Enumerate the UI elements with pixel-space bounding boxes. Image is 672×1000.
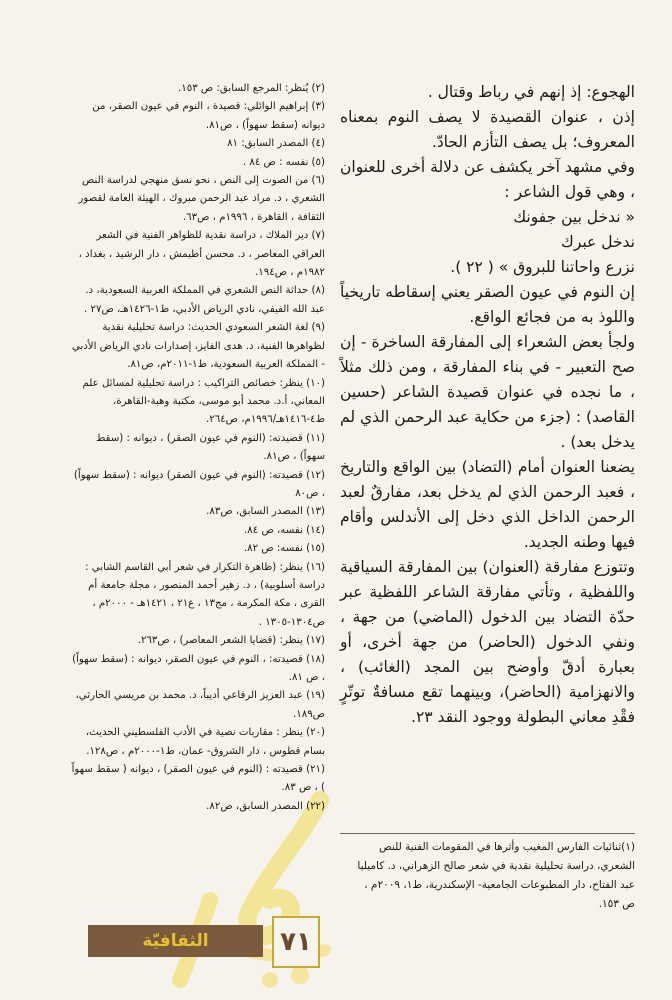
endnote: (١٨) قصيدته: ، النوم في عيون الصقر، ديوانه : (سقط سهواً) ، ص ٨١. xyxy=(72,653,325,683)
paragraph: وفي مشهد آخر يكشف عن دلالة أخرى للعنوان ، وهي قول الشاعر : xyxy=(340,158,635,201)
endnote: (٧) دير الملاك ، دراسة نقدية للظواهر الفنية في الشعر العراقي المعاصر ، د. محسن أطيمش ، دار الرشيد ، بغداد ، ١٩٨٢م ، ص١٩٤. xyxy=(78,230,325,279)
endnote: (١١) قصيدته: (النوم في عيون الصقر) ، ديوانه : (سقط سهواً) ، ص٨١. xyxy=(95,432,325,463)
endnote: (٣) إبراهيم الوائلي: قصيدة ، النوم في عيون الصقر، من ديوانه (سقط سهواً) ، ص٨١. xyxy=(92,101,325,131)
endnote: (٦) من الصوت إلى النص ، نحو نسق منهجي لدراسة النص الشعري ، د. مراد عبد الرحمن مبروك ، الهيئة العامة لقصور الثقافة ، القاهرة ، ١٩٩٦م ، ص٦٣. xyxy=(78,175,325,223)
endnote: (٤) المصدر السابق: ٨١ xyxy=(227,138,325,150)
paragraph: الهجوع: إذ إنهم في رباط وقتال . xyxy=(427,83,635,101)
endnote: (٢٢) المصدر السابق، ص٨٢. xyxy=(206,800,325,812)
endnote: (١٣) المصدر السابق، ص٨٣. xyxy=(206,506,325,518)
main-article-column xyxy=(340,80,635,730)
endnote: (١٩) عبد العزيز الرفاعي أديباً، د. محمد بن مريسي الحارثي، ص١٨٩. xyxy=(75,690,325,720)
paragraph: إن النوم في عيون الصقر يعني إسقاطه تاريخياً واللوذ به من فجائع الواقع. xyxy=(340,283,635,326)
endnote: (٢) يُنظر: المرجع السابق: ص ١٥٣. xyxy=(178,83,325,94)
page-number: ٧١ xyxy=(280,927,312,957)
endnote: (٢١) قصيدته : (النوم في عيون الصقر) ، ديوانه ( سقط سهواً ) ، ص ٨٣. xyxy=(71,764,325,794)
paragraph: ولجأ بعض الشعراء إلى المفارقة الساخرة - إن صح التعبير - في بناء المفارقة ، ومن ذلك مثلاً ، ما نجده في عنوان قصيدة الشاعر (حسين القاصد) : (جزء من حكاية عبد الرحمن الذي لم يدخل بعد) . xyxy=(340,333,635,451)
endnote: (١٦) ينظر: (ظاهرة التكرار في شعر أبي القاسم الشابي : دراسة أسلوبية) ، د. زهير أحمد المنصور ، مجلة جامعة أم القرى ، مكة المكرمة ، مج١٣ ، ع٢١ ، ١٤٢١هـ - ٢٠٠٠م ، ص١٣٠٤-١٣٠٥ . xyxy=(85,561,325,628)
endnote: (٩) لغة الشعر السعودي الحديث: دراسة تحليلية نقدية لظواهرها الفنية، د. هدى الفايز، إصدارات نادي الرياض الأدبي - المملكة العربية السعودية، ط١-٢٠١١م، ص٨١. xyxy=(71,322,325,371)
paragraph: يضعنا العنوان أمام (التضاد) بين الواقع والتاريخ ، فعبد الرحمن الذي لم يدخل بعد، مفارقٌ لعبد الرحمن الداخل الذي دخل إلى الأندلس وأقام فيها وطنه الجديد. xyxy=(340,458,635,551)
paragraph: إذن ، عنوان القصيدة لا يصف النوم بمعناه المعروف؛ بل يصف التأزم الحادّ. xyxy=(340,108,635,151)
endnote: (١٧) ينظر: (قضايا الشعر المعاصر) ، ص٢٦٣. xyxy=(137,635,325,647)
footnote-divider xyxy=(340,833,635,834)
endnote: (٥) نفسه : ص ٨٤ . xyxy=(242,156,325,168)
poem-line: نزرع واحاتنا للبروق » ( ٢٢ ). xyxy=(450,258,635,276)
paragraph: وتتوزع مفارقة (العنوان) بين المفارقة السياقية واللفظية ، وتأتي مفارقة الشاعر اللفظية عبر حدّة التضاد بين الدخول (الماضي) من جهة ، ونفي الدخول (الحاضر) من جهة أخرى، أو بعبارة أدقّ وأوضح بين المجد (الغائب) ، والانهزامية (الحاضر)، وبينهما تقع مسافةٌ توتّرٍ فقْدِ معاني البطولة ووجود النقد ٢٣. xyxy=(340,558,635,726)
endnote: (١٤) نفسه، ص ٨٤. xyxy=(244,524,325,536)
endnote: (٢٠) ينظر : مقاربات نصية في الأدب الفلسطيني الحديث، بسام قطوس ، دار الشروق- عمان، ط١-٢٠٠٠م ، ص١٢٨. xyxy=(85,727,325,757)
endnote: (١٠) ينظر: خصائص التراكيب : دراسة تحليلية لمسائل علم المعاني، أ.د. محمد أبو موسى، مكتبة وهبة-القاهرة، ط٤-١٤١٦هـ/١٩٩٦م، ص٢٦٤. xyxy=(82,377,325,426)
poem-line: « ندخل بين جفونك xyxy=(513,208,635,226)
endnote: (١٢) قصيدته: (النوم في عيون الصقر) ديوانه : (سقط سهواً) ، ص٨٠ xyxy=(73,469,325,499)
main-footnote: (١)ثنائيات الفارس المغيب وأثرها في المقومات الفنية للنص الشعري، دراسة تحليلية نقدية في شعر صالح الزهراني، د. كاميليا عبد الفتاح، دار المطبوعات الجامعية- الإسكندرية، ط١، ٢٠٠٩م ، ص ١٥٣. xyxy=(357,841,635,910)
magazine-title: الثقافيّة xyxy=(142,931,209,951)
poem-line: ندخل عبرك xyxy=(561,233,635,251)
endnote: (١٥) نفسه: ص ٨٢. xyxy=(243,543,325,555)
endnotes-column xyxy=(70,80,325,816)
endnote: (٨) حداثة النص الشعري في المملكة العربية السعودية، د. عبد الله الفيفي، نادي الرياض الأدبي، ط١-١٤٢٦هـ، ص٢٧ . xyxy=(84,285,325,315)
